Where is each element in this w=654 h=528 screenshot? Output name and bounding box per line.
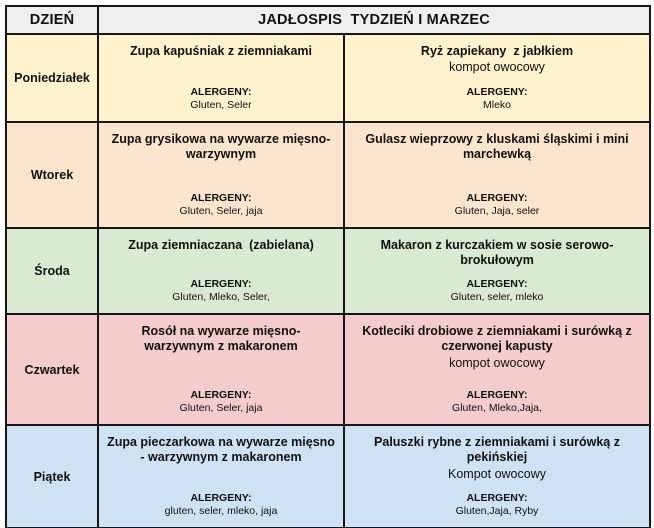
menu-row-wednesday: [6, 228, 650, 314]
day-label: Wtorek: [30, 168, 74, 182]
allergens-list: Gluten, seler, mleko: [450, 291, 544, 304]
dish-title: Ryż zapiekany z jabłkiem: [420, 44, 574, 58]
allergens-list: Gluten, Seler: [190, 99, 252, 112]
day-label: Środa: [34, 264, 70, 278]
allergens-list: Gluten,Jaja, Ryby: [455, 505, 539, 518]
dish-title: Gulasz wieprzowy z kluskami śląskimi i mini marchewką: [365, 132, 633, 162]
soup-cell: [99, 426, 343, 527]
menu-row-thursday: [6, 314, 650, 425]
menu-row-tuesday: [6, 122, 650, 228]
allergens-label: ALERGENY:: [466, 85, 528, 98]
soup-cell: [99, 229, 343, 313]
allergens-label: ALERGENY:: [466, 491, 528, 504]
main-course-cell: [345, 229, 649, 313]
allergens-list: Gluten, Mleko,Jaja,: [452, 402, 542, 415]
allergens-list: Gluten, Jaja, seler: [454, 205, 540, 218]
main-course-cell: [345, 426, 649, 527]
allergens-label: ALERGENY:: [190, 388, 252, 401]
allergens-label: ALERGENY:: [190, 191, 252, 204]
main-course-cell: [345, 35, 649, 121]
allergens-label: ALERGENY:: [466, 191, 528, 204]
allergens-label: ALERGENY:: [190, 277, 252, 290]
day-label: Poniedziałek: [14, 71, 90, 85]
day-label: Czwartek: [24, 362, 80, 377]
dish-subtitle: kompot owocowy: [449, 355, 545, 370]
header-row: [6, 6, 650, 34]
allergens-list: Gluten, Seler, jaja: [179, 402, 263, 415]
dish-title: Kotleciki drobiowe z ziemniakami i surówką z czerwonej kapusty: [362, 324, 636, 354]
menu-row-monday: [6, 34, 650, 122]
allergens-label: ALERGENY:: [466, 277, 528, 290]
weekly-menu-table: [5, 5, 651, 528]
main-course-cell: [345, 315, 649, 424]
allergens-list: Mleko: [482, 99, 511, 112]
soup-cell: [99, 315, 343, 424]
dish-title: Makaron z kurczakiem w sosie serowo-brokułowym: [380, 238, 614, 268]
soup-cell: [99, 123, 343, 227]
dish-title: Zupa kapuśniak z ziemniakami: [129, 44, 312, 58]
dish-title: Zupa grysikowa na wywarze mięsno-warzywnym: [111, 132, 331, 162]
menu-title-header: JADŁOSPIS TYDZIEŃ I MARZEC: [98, 6, 650, 34]
allergens-label: ALERGENY:: [466, 388, 528, 401]
allergens-list: Gluten, Mleko, Seler,: [172, 291, 270, 304]
main-course-cell: [345, 123, 649, 227]
allergens-list: Gluten, Seler, jaja: [179, 205, 263, 218]
day-label: Piątek: [33, 469, 71, 484]
allergens-label: ALERGENY:: [190, 85, 252, 98]
dish-title: Zupa ziemniaczana (zabielana): [128, 238, 314, 252]
menu-row-friday: [6, 425, 650, 528]
dish-title: Zupa pieczarkowa na wywarze mięsno - warzywnym z makaronem: [107, 435, 339, 465]
dish-title: Rosół na wywarze mięsno-warzywnym z makaronem: [141, 324, 301, 354]
dish-title: Paluszki rybne z ziemniakami i surówką z pekińskiej: [374, 435, 624, 465]
allergens-list: gluten, seler, mleko, jaja: [164, 505, 278, 518]
dish-subtitle: Kompot owocowy: [448, 466, 546, 481]
day-column-header: DZIEŃ: [6, 6, 98, 34]
soup-cell: [99, 35, 343, 121]
allergens-label: ALERGENY:: [190, 491, 252, 504]
dish-subtitle: kompot owocowy: [449, 60, 545, 75]
